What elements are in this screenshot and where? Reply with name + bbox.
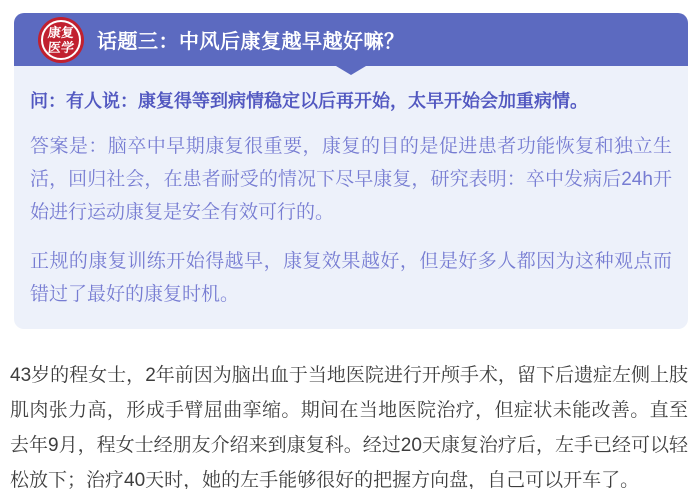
topic-title: 话题三：中风后康复越早越好嘛？ (97, 31, 405, 53)
topic-body (14, 66, 688, 329)
answer-paragraph-2: 正规的康复训练开始得越早，康复效果越好，但是好多人都因为这种观点而错过了最好的康复时机。 (30, 251, 672, 305)
badge-text-line1: 康复 (47, 24, 75, 40)
topic-header-bar (14, 13, 688, 66)
question-text: 问：有人说：康复得等到病情稳定以后再开始，太早开始会加重病情。 (30, 91, 588, 111)
case-story-text: 43岁的程女士，2年前因为脑出血于当地医院进行开颅手术，留下后遗症左侧上肢肌肉张力高，形成手臂屈曲挛缩。期间在当地医院治疗，但症状未能改善。直至去年9月，程女士经朋友介绍来到康复科。经过20天康复治疗后，左手已经可以轻松放下；治疗40天时，她的左手能够很好的把握方向盘，自己可以开车了。 (10, 365, 688, 489)
topic-card (14, 13, 688, 329)
badge-text-line2: 医学 (47, 39, 75, 55)
rehab-medicine-badge-inner (41, 20, 81, 60)
rehab-medicine-badge-icon (38, 17, 84, 63)
answer-paragraph-1: 答案是：脑卒中早期康复很重要，康复的目的是促进患者功能恢复和独立生活，回归社会，在患者耐受的情况下尽早康复，研究表明：卒中发病后24h开始进行运动康复是安全有效可行的。 (30, 136, 672, 223)
triangle-down-icon (336, 66, 366, 75)
